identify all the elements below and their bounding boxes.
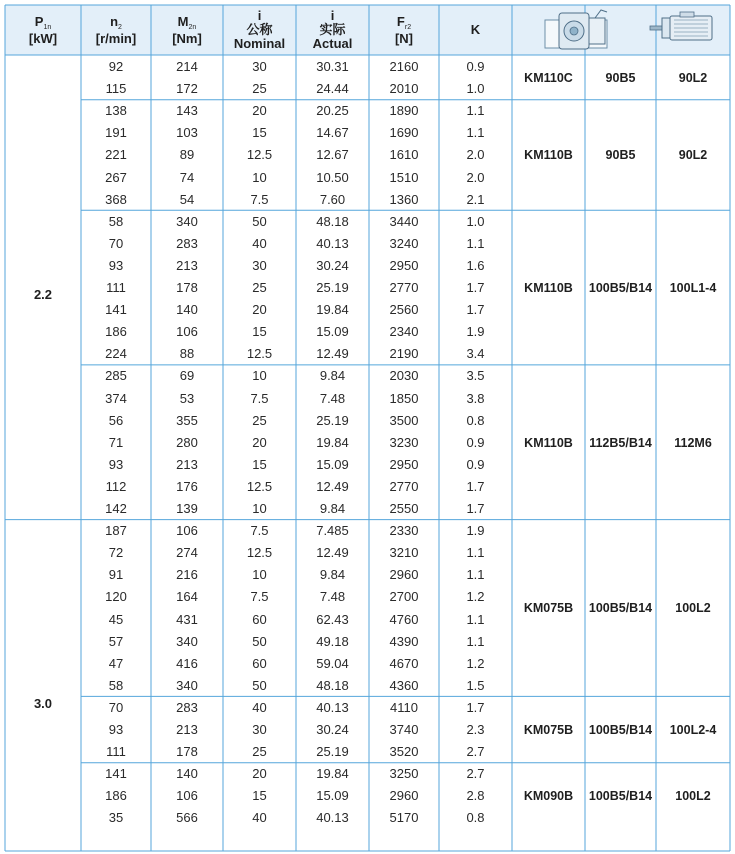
cell-actual: 19.84 xyxy=(316,302,349,318)
cell-actual: 40.13 xyxy=(316,699,349,715)
cell-force: 2330 xyxy=(389,523,419,539)
cell-torque: 340 xyxy=(176,213,198,229)
group-motor: 90L2 xyxy=(678,71,708,86)
cell-force: 2190 xyxy=(389,346,419,362)
cell-torque: 431 xyxy=(176,611,198,627)
cell-actual: 30.31 xyxy=(316,59,349,74)
cell-force: 2550 xyxy=(389,501,419,516)
header-torque: $M_{2n}$ [Nm] xyxy=(172,13,202,46)
cell-force: 1850 xyxy=(389,390,419,406)
cell-speed: 47 xyxy=(108,655,124,671)
cell-torque: 283 xyxy=(176,699,198,715)
group-motor: 112M6 xyxy=(674,435,712,450)
cell-nominal: 10 xyxy=(252,169,267,185)
cell-actual: 10.50 xyxy=(316,169,349,185)
cell-speed: 111 xyxy=(106,744,126,760)
cell-force: 2560 xyxy=(389,302,419,318)
cell-speed: 93 xyxy=(108,456,124,472)
cell-k: 1.1 xyxy=(466,125,485,141)
cell-actual: 48.18 xyxy=(316,677,349,693)
cell-force: 2770 xyxy=(389,478,419,494)
cell-speed: 72 xyxy=(108,545,124,561)
cell-k: 1.1 xyxy=(466,633,485,649)
cell-actual: 7.48 xyxy=(319,589,346,605)
cell-force: 3240 xyxy=(389,235,419,251)
cell-speed: 141 xyxy=(105,766,127,782)
cell-torque: 274 xyxy=(176,545,198,561)
cell-force: 1510 xyxy=(389,169,419,185)
cell-force: 4390 xyxy=(389,633,419,649)
cell-actual: 25.19 xyxy=(316,280,349,295)
cell-force: 3500 xyxy=(389,412,419,428)
cell-nominal: 50 xyxy=(252,633,267,649)
cell-actual: 40.13 xyxy=(316,235,349,251)
cell-nominal: 7.5 xyxy=(250,589,269,605)
header-ratio-actual: i 实际 Actual xyxy=(312,8,353,51)
group-flange: 100B5/B14 xyxy=(588,281,653,296)
cell-nominal: 12.5 xyxy=(246,346,273,362)
cell-k: 2.7 xyxy=(466,766,485,782)
cell-speed: 56 xyxy=(108,412,124,428)
cell-nominal: 25 xyxy=(252,744,267,760)
cell-torque: 89 xyxy=(179,147,195,163)
cell-k: 2.1 xyxy=(466,191,485,207)
cell-actual: 7.60 xyxy=(319,191,346,207)
cell-actual: 12.49 xyxy=(316,346,349,362)
cell-speed: 221 xyxy=(105,147,127,163)
group-model: KM110B xyxy=(524,435,573,450)
cell-nominal: 12.5 xyxy=(246,147,273,163)
group-flange: 100B5/B14 xyxy=(588,789,653,804)
cell-actual: 30.24 xyxy=(316,722,349,737)
cell-force: 2340 xyxy=(389,324,419,340)
cell-k: 2.7 xyxy=(466,744,485,760)
cell-actual: 19.84 xyxy=(316,434,349,450)
cell-force: 1610 xyxy=(389,147,419,163)
cell-k: 1.7 xyxy=(466,478,485,494)
cell-speed: 93 xyxy=(108,722,124,737)
cell-torque: 216 xyxy=(176,567,198,583)
cell-actual: 12.49 xyxy=(316,478,349,494)
cell-speed: 186 xyxy=(105,324,127,340)
cell-force: 2950 xyxy=(389,257,419,273)
cell-force: 2960 xyxy=(389,567,419,583)
cell-nominal: 10 xyxy=(252,567,267,583)
cell-nominal: 12.5 xyxy=(246,478,273,494)
cell-actual: 25.19 xyxy=(316,412,349,428)
cell-torque: 213 xyxy=(176,456,198,472)
cell-torque: 139 xyxy=(176,501,198,516)
cell-k: 0.9 xyxy=(466,434,485,450)
cell-nominal: 40 xyxy=(252,235,267,251)
cell-k: 1.7 xyxy=(466,302,485,318)
cell-torque: 178 xyxy=(176,280,198,295)
cell-nominal: 30 xyxy=(252,722,267,737)
cell-nominal: 25 xyxy=(252,280,267,295)
cell-force: 2010 xyxy=(389,81,419,97)
cell-speed: 115 xyxy=(105,81,127,97)
cell-nominal: 10 xyxy=(252,368,267,384)
cell-torque: 164 xyxy=(176,589,198,605)
cell-k: 1.7 xyxy=(466,699,485,715)
cell-k: 1.0 xyxy=(466,213,485,229)
cell-force: 2950 xyxy=(389,456,419,472)
cell-actual: 62.43 xyxy=(316,611,349,627)
cell-torque: 103 xyxy=(176,125,198,141)
cell-k: 0.9 xyxy=(466,456,485,472)
group-model: KM090B xyxy=(523,789,574,804)
cell-k: 1.7 xyxy=(466,501,485,516)
cell-k: 1.1 xyxy=(466,545,485,561)
cell-nominal: 30 xyxy=(252,257,267,273)
group-model: KM110B xyxy=(524,148,573,163)
cell-k: 3.4 xyxy=(466,346,485,362)
cell-actual: 20.25 xyxy=(316,103,349,119)
cell-torque: 88 xyxy=(179,346,195,362)
cell-actual: 7.48 xyxy=(319,390,346,406)
cell-force: 2770 xyxy=(389,280,419,295)
cell-actual: 59.04 xyxy=(316,655,349,671)
cell-speed: 141 xyxy=(105,302,127,318)
cell-force: 4110 xyxy=(390,699,418,715)
cell-nominal: 25 xyxy=(252,81,267,97)
cell-nominal: 30 xyxy=(252,59,267,74)
cell-speed: 142 xyxy=(105,501,127,516)
cell-k: 1.1 xyxy=(466,235,485,251)
cell-torque: 283 xyxy=(176,235,198,251)
group-flange: 100B5/B14 xyxy=(588,723,653,738)
cell-torque: 106 xyxy=(176,324,198,340)
cell-actual: 9.84 xyxy=(319,501,346,516)
cell-actual: 7.485 xyxy=(316,523,349,539)
cell-actual: 15.09 xyxy=(316,324,349,340)
cell-actual: 14.67 xyxy=(316,125,349,141)
cell-k: 1.2 xyxy=(466,589,485,605)
cell-force: 2700 xyxy=(389,589,419,605)
cell-force: 4760 xyxy=(389,611,419,627)
cell-nominal: 20 xyxy=(252,434,267,450)
cell-torque: 355 xyxy=(176,412,198,428)
cell-k: 1.6 xyxy=(466,257,485,273)
cell-nominal: 50 xyxy=(252,213,267,229)
cell-torque: 340 xyxy=(176,677,198,693)
cell-actual: 40.13 xyxy=(316,810,349,826)
cell-torque: 172 xyxy=(176,81,198,97)
cell-torque: 566 xyxy=(176,810,198,826)
group-model: KM110B xyxy=(524,281,573,296)
cell-force: 5170 xyxy=(389,810,419,826)
cell-k: 2.3 xyxy=(466,722,485,737)
cell-actual: 15.09 xyxy=(316,788,349,804)
cell-speed: 267 xyxy=(105,169,127,185)
cell-k: 2.0 xyxy=(466,147,485,163)
cell-speed: 224 xyxy=(105,346,127,362)
cell-force: 2030 xyxy=(389,368,419,384)
cell-speed: 285 xyxy=(105,368,127,384)
power-label: 3.0 xyxy=(33,696,53,711)
cell-speed: 92 xyxy=(108,59,124,74)
cell-k: 1.1 xyxy=(466,567,485,583)
cell-speed: 111 xyxy=(106,280,126,295)
cell-k: 1.5 xyxy=(466,677,485,693)
cell-force: 3250 xyxy=(389,766,419,782)
cell-force: 3210 xyxy=(389,545,419,561)
cell-torque: 213 xyxy=(176,257,198,273)
cell-force: 3740 xyxy=(389,722,419,737)
cell-torque: 340 xyxy=(176,633,198,649)
cell-speed: 187 xyxy=(105,523,127,539)
header-power: $P_{1n}$ [kW] xyxy=(28,13,58,46)
cell-nominal: 50 xyxy=(252,677,267,693)
cell-force: 1890 xyxy=(389,103,419,119)
cell-k: 0.8 xyxy=(466,810,485,826)
cell-speed: 71 xyxy=(108,434,124,450)
group-model: KM075B xyxy=(523,601,574,616)
cell-actual: 24.44 xyxy=(316,81,349,97)
cell-nominal: 15 xyxy=(252,324,267,340)
cell-actual: 19.84 xyxy=(316,766,349,782)
cell-speed: 191 xyxy=(105,125,127,141)
cell-k: 1.1 xyxy=(466,611,485,627)
cell-speed: 93 xyxy=(108,257,124,273)
cell-speed: 91 xyxy=(108,567,124,583)
cell-speed: 58 xyxy=(108,677,124,693)
cell-speed: 138 xyxy=(105,103,127,119)
cell-force: 1690 xyxy=(389,125,419,141)
cell-torque: 69 xyxy=(179,368,195,384)
header-radial-force: $F_{r2}$ [N] xyxy=(394,13,414,46)
cell-k: 2.0 xyxy=(466,169,485,185)
cell-speed: 35 xyxy=(108,810,124,826)
cell-actual: 49.18 xyxy=(316,633,349,649)
cell-speed: 120 xyxy=(105,589,127,605)
cell-nominal: 40 xyxy=(252,699,267,715)
cell-speed: 70 xyxy=(108,699,124,715)
cell-nominal: 10 xyxy=(252,501,267,516)
cell-k: 0.9 xyxy=(466,59,485,74)
cell-nominal: 15 xyxy=(252,456,267,472)
cell-k: 1.9 xyxy=(466,523,485,539)
cell-speed: 374 xyxy=(105,390,127,406)
cell-nominal: 60 xyxy=(252,655,267,671)
cell-torque: 176 xyxy=(176,478,198,494)
cell-torque: 416 xyxy=(176,655,198,671)
cell-force: 3520 xyxy=(389,744,419,760)
cell-nominal: 7.5 xyxy=(250,523,269,539)
cell-torque: 213 xyxy=(176,722,198,737)
cell-force: 3230 xyxy=(389,434,419,450)
cell-nominal: 15 xyxy=(252,125,267,141)
cell-k: 1.1 xyxy=(466,103,485,119)
cell-k: 0.8 xyxy=(466,412,485,428)
header-ratio-nominal: i 公称 Nominal xyxy=(233,8,286,51)
cell-k: 1.9 xyxy=(466,324,485,340)
cell-nominal: 15 xyxy=(252,788,267,804)
cell-speed: 368 xyxy=(105,191,127,207)
cell-torque: 106 xyxy=(176,523,198,539)
cell-force: 2160 xyxy=(389,59,419,74)
cell-torque: 53 xyxy=(179,390,195,406)
power-label: 2.2 xyxy=(33,287,53,302)
group-model: KM075B xyxy=(523,723,574,738)
cell-actual: 15.09 xyxy=(316,456,349,472)
cell-speed: 186 xyxy=(105,788,127,804)
group-flange: 100B5/B14 xyxy=(588,601,653,616)
cell-actual: 30.24 xyxy=(316,257,349,273)
group-flange: 112B5/B14 xyxy=(589,435,652,450)
cell-speed: 45 xyxy=(108,611,124,627)
cell-nominal: 7.5 xyxy=(250,191,269,207)
cell-force: 4360 xyxy=(389,677,419,693)
cell-force: 3440 xyxy=(389,213,419,229)
group-motor: 100L2 xyxy=(675,601,711,616)
cell-nominal: 25 xyxy=(252,412,267,428)
group-flange: 90B5 xyxy=(605,148,636,163)
cell-nominal: 20 xyxy=(252,103,267,119)
cell-k: 1.7 xyxy=(466,280,485,295)
header-k: K xyxy=(470,22,481,37)
cell-nominal: 60 xyxy=(252,611,267,627)
cell-actual: 12.49 xyxy=(316,545,349,561)
cell-k: 1.2 xyxy=(466,655,485,671)
cell-actual: 9.84 xyxy=(319,368,346,384)
cell-nominal: 7.5 xyxy=(250,390,269,406)
cell-actual: 25.19 xyxy=(316,744,349,760)
group-model: KM110C xyxy=(524,71,573,86)
cell-k: 2.8 xyxy=(466,788,485,804)
cell-torque: 280 xyxy=(176,434,198,450)
cell-force: 4670 xyxy=(389,655,419,671)
cell-speed: 70 xyxy=(108,235,124,251)
cell-force: 1360 xyxy=(389,191,419,207)
cell-torque: 140 xyxy=(176,766,198,782)
cell-actual: 9.84 xyxy=(319,567,346,583)
cell-nominal: 20 xyxy=(252,766,267,782)
cell-k: 1.0 xyxy=(466,81,485,97)
header-speed: $n_2$ [r/min] xyxy=(95,13,137,46)
cell-speed: 58 xyxy=(108,213,124,229)
cell-k: 3.5 xyxy=(466,368,485,384)
cell-torque: 214 xyxy=(176,59,198,74)
group-motor: 90L2 xyxy=(678,148,708,163)
cell-torque: 178 xyxy=(176,744,198,760)
cell-torque: 140 xyxy=(176,302,198,318)
cell-nominal: 20 xyxy=(252,302,267,318)
group-motor: 100L2 xyxy=(675,789,711,804)
cell-actual: 48.18 xyxy=(316,213,349,229)
cell-speed: 112 xyxy=(105,478,127,494)
cell-torque: 74 xyxy=(179,169,195,185)
cell-torque: 143 xyxy=(176,103,198,119)
group-flange: 90B5 xyxy=(605,71,636,86)
cell-k: 3.8 xyxy=(466,390,485,406)
cell-torque: 106 xyxy=(176,788,198,804)
cell-nominal: 40 xyxy=(252,810,267,826)
cell-nominal: 12.5 xyxy=(246,545,273,561)
cell-force: 2960 xyxy=(389,788,419,804)
cell-actual: 12.67 xyxy=(316,147,349,163)
group-motor: 100L2-4 xyxy=(669,723,717,738)
cell-speed: 57 xyxy=(108,633,124,649)
cell-torque: 54 xyxy=(179,191,195,207)
group-motor: 100L1-4 xyxy=(669,281,717,296)
